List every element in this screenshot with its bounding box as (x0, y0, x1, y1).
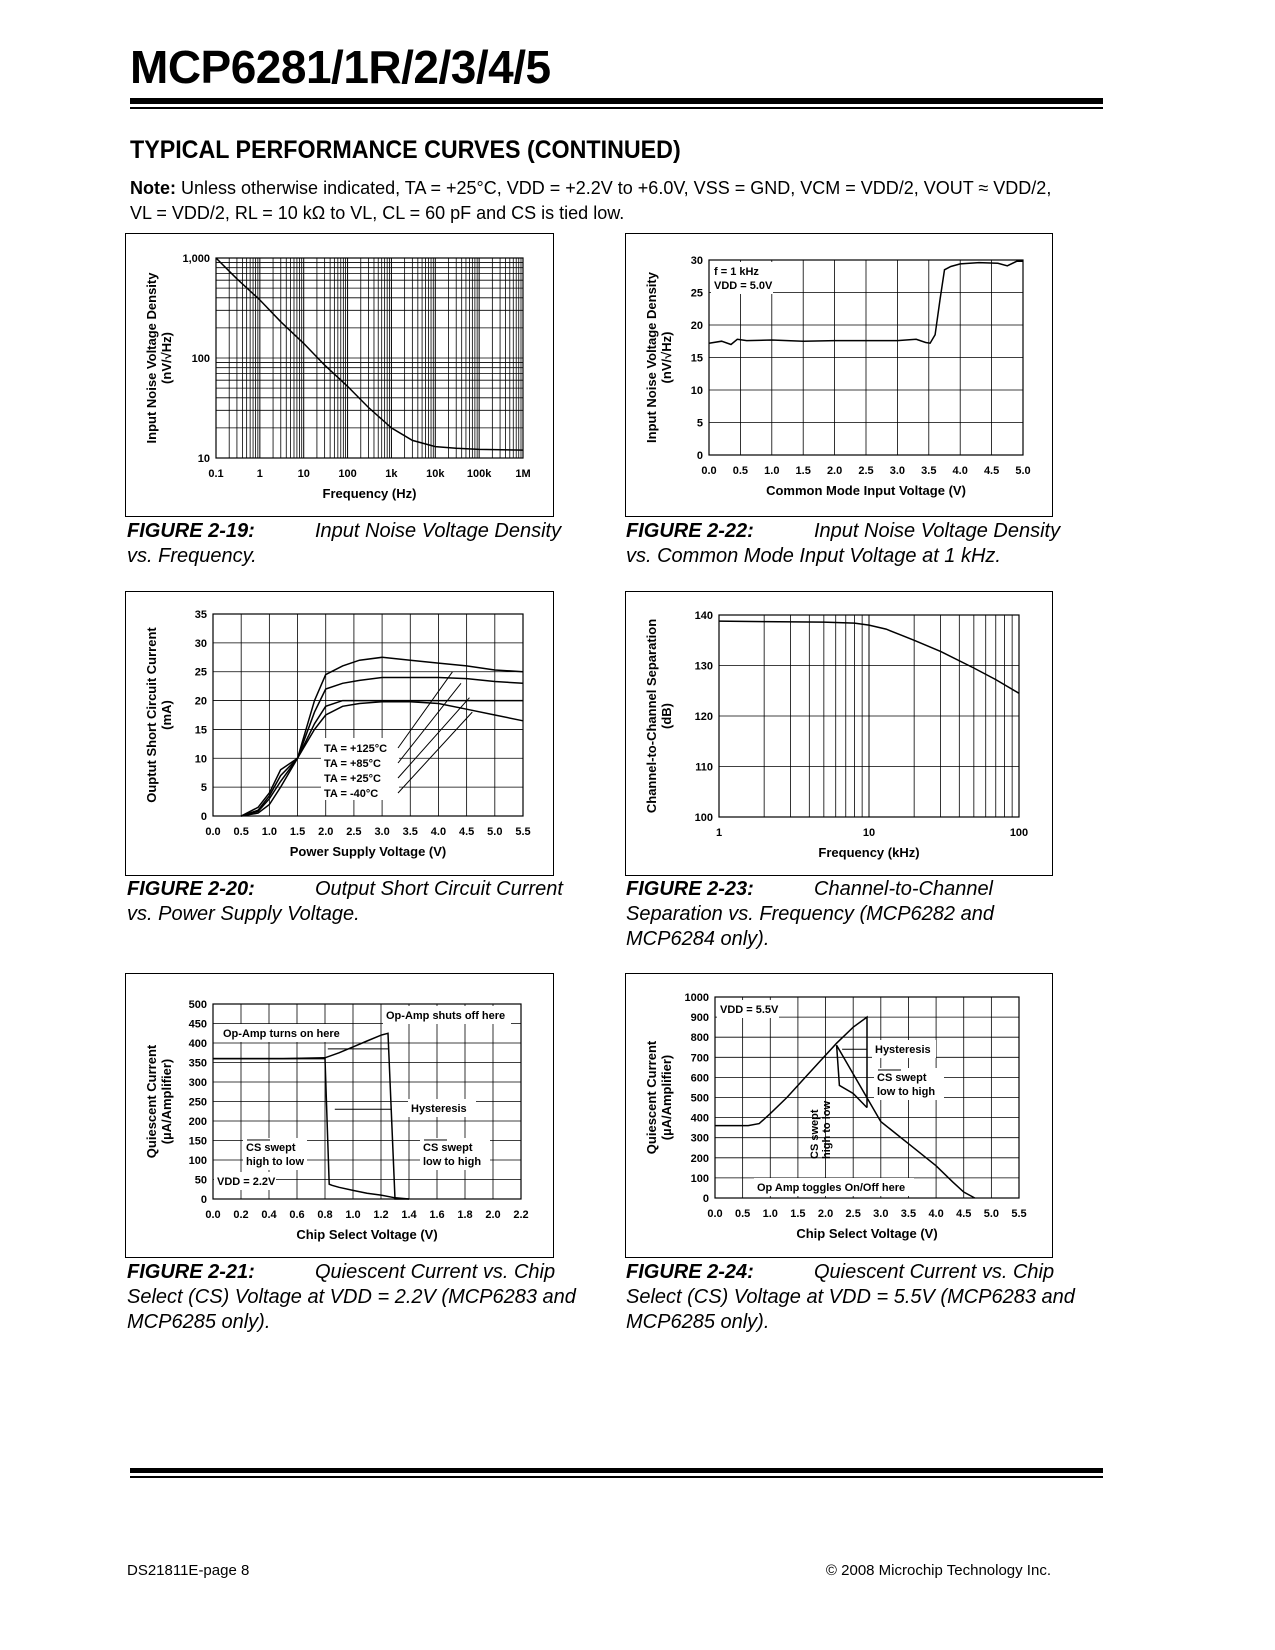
chart-annotation: Op-Amp shuts off here (386, 1010, 506, 1022)
figure-2-23-caption (626, 877, 1076, 952)
y-tick-label: 5 (696, 417, 703, 430)
chart-annotation: VDD = 5.5V (720, 1004, 779, 1016)
y-axis-label: Input Noise Voltage Density (644, 272, 659, 443)
y-tick-label: 100 (188, 1155, 207, 1167)
y-tick-label: 150 (188, 1135, 207, 1148)
chart-annotation: Hysteresis (875, 1044, 931, 1056)
footer-rule (130, 1468, 1103, 1473)
x-tick-label: 2.0 (817, 1208, 834, 1220)
legend-pointer (398, 683, 461, 763)
x-tick-label: 1.5 (795, 465, 811, 477)
x-tick-label: 100 (1009, 827, 1029, 839)
x-tick-label: 5.0 (983, 1208, 1000, 1220)
x-tick-label: 4.5 (956, 1208, 972, 1220)
y-tick-label: 20 (194, 695, 207, 708)
y-tick-label: 25 (690, 287, 703, 300)
x-tick-label: 3.5 (402, 826, 418, 838)
x-tick-label: 5.5 (515, 826, 531, 838)
figure-2-22-caption (626, 519, 1076, 569)
figure-2-20-chart (126, 592, 553, 875)
y-axis-label-units: (µA/Amplifier) (159, 1058, 174, 1145)
x-tick-label: 0.2 (233, 1209, 249, 1221)
legend-entry: TA = +25°C (324, 773, 381, 785)
x-tick-label: 3.5 (900, 1208, 917, 1220)
y-tick-label: 100 (191, 353, 210, 365)
figure-number: FIGURE 2-23: (626, 878, 754, 900)
y-axis-label-units: (dB) (659, 703, 674, 729)
figure-2-24-caption (626, 1260, 1076, 1335)
x-tick-label: 1 (256, 468, 263, 480)
x-tick-label: 0.6 (289, 1209, 305, 1221)
x-tick-label: 5.0 (1015, 465, 1031, 477)
figure-2-20-panel (125, 591, 554, 876)
x-axis-label: Frequency (Hz) (322, 486, 417, 501)
x-tick-label: 0.4 (261, 1209, 277, 1221)
y-tick-label: 200 (188, 1116, 207, 1128)
figure-2-22-chart (626, 234, 1052, 516)
legend-pointer (398, 698, 469, 778)
chart-annotation: Hysteresis (411, 1103, 467, 1115)
x-axis-label: Frequency (kHz) (818, 845, 920, 860)
y-axis-label-units: (µA/Amplifier) (659, 1054, 674, 1141)
figure-2-22-panel (625, 233, 1053, 517)
x-tick-label: 2.2 (513, 1209, 529, 1221)
y-tick-label: 400 (188, 1038, 207, 1050)
y-tick-label: 110 (695, 761, 713, 774)
x-tick-label: 1.2 (373, 1209, 389, 1221)
y-tick-label: 0 (696, 450, 703, 462)
chart-annotation: VDD = 5.0V (714, 280, 773, 292)
y-tick-label: 0 (702, 1193, 709, 1205)
x-tick-label: 3.0 (374, 826, 390, 838)
x-tick-label: 0.0 (701, 465, 717, 477)
y-tick-label: 50 (194, 1174, 207, 1187)
note-label: Note: (130, 178, 176, 198)
figure-2-21-panel (125, 973, 554, 1258)
figure-number: FIGURE 2-24: (626, 1261, 754, 1283)
legend-entry: TA = +85°C (324, 758, 381, 770)
chart-annotation: CS swept (877, 1072, 927, 1084)
figure-2-21-chart (126, 974, 553, 1257)
chart-annotation: Op Amp toggles On/Off here (757, 1182, 906, 1194)
figure-number: FIGURE 2-19: (127, 520, 255, 542)
note (130, 176, 1090, 226)
y-tick-label: 0 (200, 1194, 207, 1206)
chart-annotation: low to high (877, 1086, 936, 1098)
y-tick-label: 130 (694, 660, 713, 673)
figure-2-19-caption (127, 519, 577, 569)
x-tick-label: 0.5 (732, 465, 749, 477)
x-tick-label: 3.0 (889, 465, 906, 477)
x-tick-label: 10 (862, 827, 876, 839)
x-tick-label: 4.0 (952, 465, 968, 477)
x-tick-label: 1.0 (345, 1209, 361, 1221)
y-tick-label: 10 (194, 753, 207, 766)
x-tick-label: 5.5 (1011, 1208, 1027, 1220)
figure-caption-text: Quiescent Current vs. Chip Select (CS) Voltage at VDD = 5.5V (MCP6283 and MCP6285 only). (626, 1261, 1075, 1333)
y-tick-label: 900 (690, 1012, 709, 1025)
chart-annotation: high to low (246, 1156, 305, 1168)
y-axis-label-units: (nV/√Hz) (159, 332, 174, 384)
x-tick-label: 4.5 (458, 826, 475, 838)
header-rule (130, 98, 1103, 104)
y-tick-label: 600 (690, 1072, 709, 1085)
y-tick-label: 300 (690, 1132, 709, 1145)
x-tick-label: 2.0 (485, 1209, 501, 1221)
x-tick-label: 4.0 (928, 1208, 944, 1220)
x-tick-label: 2.0 (318, 826, 334, 838)
y-tick-label: 0 (200, 811, 207, 823)
y-tick-label: 30 (690, 255, 703, 267)
x-tick-label: 1.6 (429, 1209, 445, 1221)
x-axis-label: Common Mode Input Voltage (V) (766, 483, 966, 498)
chart-annotation: CS swept (246, 1142, 296, 1154)
x-tick-label: 0.1 (208, 468, 224, 480)
page-title: MCP6281/1R/2/3/4/5 (130, 41, 551, 93)
legend-pointer (398, 712, 472, 793)
y-tick-label: 25 (194, 666, 207, 679)
figure-number: FIGURE 2-22: (626, 520, 754, 542)
x-tick-label: 0.0 (205, 1209, 221, 1221)
x-tick-label: 1.4 (401, 1209, 417, 1221)
y-tick-label: 500 (690, 1092, 709, 1105)
y-tick-label: 300 (188, 1077, 207, 1089)
figure-2-19-panel (125, 233, 554, 517)
y-tick-label: 350 (188, 1057, 207, 1070)
y-tick-label: 400 (690, 1112, 709, 1125)
y-tick-label: 35 (194, 609, 207, 621)
y-axis-label: Ouptut Short Circuit Current (144, 627, 159, 803)
y-tick-label: 10 (690, 385, 703, 397)
x-tick-label: 1.8 (457, 1209, 473, 1221)
x-tick-label: 0.8 (317, 1209, 333, 1221)
figure-number: FIGURE 2-20: (127, 878, 255, 900)
x-tick-label: 0.0 (707, 1208, 723, 1220)
y-tick-label: 15 (194, 724, 207, 737)
x-tick-label: 0.5 (734, 1208, 751, 1220)
footer-left: DS21811E-page 8 (127, 1562, 250, 1579)
footer-rule-thin (130, 1476, 1103, 1478)
x-tick-label: 4.0 (430, 826, 447, 838)
chart-annotation: low to high (423, 1156, 482, 1168)
legend-entry: TA = +125°C (324, 743, 388, 755)
y-tick-label: 250 (188, 1096, 207, 1109)
y-tick-label: 140 (694, 610, 713, 622)
figure-caption-text: Channel-to-Channel Separation vs. Frequency (MCP6282 and MCP6284 only). (626, 878, 994, 950)
x-tick-label: 3.5 (921, 465, 937, 477)
y-tick-label: 100 (690, 1172, 709, 1185)
x-tick-label: 0.0 (205, 826, 221, 838)
x-tick-label: 4.5 (983, 465, 1000, 477)
y-tick-label: 5 (200, 782, 207, 795)
y-tick-label: 500 (188, 999, 207, 1011)
y-tick-label: 1,000 (182, 253, 210, 265)
x-tick-label: 2.5 (845, 1208, 861, 1220)
x-tick-label: 100 (338, 468, 357, 480)
y-axis-label-units: (nV/√Hz) (659, 331, 674, 384)
x-tick-label: 2.0 (826, 465, 843, 477)
figure-2-24-panel (625, 973, 1053, 1258)
figure-2-23-panel (625, 591, 1053, 876)
figure-caption-text: Quiescent Current vs. Chip Select (CS) Voltage at VDD = 2.2V (MCP6283 and MCP6285 only). (127, 1261, 576, 1333)
chart-annotation: CS swept (809, 1109, 821, 1159)
y-axis-label: Quiescent Current (644, 1040, 659, 1155)
chart-annotation: Op-Amp turns on here (223, 1028, 340, 1040)
x-tick-label: 1.0 (261, 826, 278, 838)
chart-annotation: VDD = 2.2V (217, 1176, 276, 1188)
figure-caption-text: Input Noise Voltage Density vs. Common Mode Input Voltage at 1 kHz. (626, 520, 1061, 567)
legend-pointer (398, 672, 453, 748)
figure-number: FIGURE 2-21: (127, 1261, 255, 1283)
y-axis-label: Quiescent Current (144, 1044, 159, 1159)
x-tick-label: 2.5 (858, 465, 874, 477)
x-tick-label: 0.5 (233, 826, 249, 838)
series-line (715, 1017, 867, 1126)
header-rule-thin (130, 107, 1103, 109)
chart-annotation: high to low (821, 1100, 833, 1159)
x-tick-label: 10k (426, 468, 445, 480)
y-tick-label: 30 (194, 637, 207, 650)
legend-entry: TA = -40°C (324, 788, 379, 800)
x-axis-label: Power Supply Voltage (V) (289, 844, 447, 859)
y-tick-label: 10 (197, 453, 210, 465)
y-axis-label: Channel-to-Channel Separation (644, 618, 659, 814)
footer-right: © 2008 Microchip Technology Inc. (825, 1562, 1051, 1579)
x-tick-label: 1M (515, 468, 531, 480)
y-tick-label: 700 (690, 1052, 709, 1065)
x-tick-label: 1 (715, 827, 723, 839)
y-tick-label: 200 (690, 1152, 709, 1165)
chart-annotation: CS swept (423, 1142, 473, 1154)
note-line-2: VL = VDD/2, RL = 10 kΩ to VL, CL = 60 pF and CS is tied low. (130, 203, 625, 223)
figure-2-20-caption (127, 877, 577, 927)
y-axis-label: Input Noise Voltage Density (144, 272, 159, 444)
y-tick-label: 100 (694, 812, 713, 824)
x-tick-label: 2.5 (346, 826, 362, 838)
y-tick-label: 15 (690, 352, 703, 365)
y-tick-label: 20 (690, 320, 703, 332)
y-tick-label: 120 (694, 711, 713, 723)
x-tick-label: 5.0 (487, 826, 503, 838)
y-tick-label: 800 (690, 1032, 709, 1045)
x-tick-label: 1.5 (289, 826, 306, 838)
section-title: TYPICAL PERFORMANCE CURVES (CONTINUED) (130, 136, 681, 164)
figure-2-23-chart (626, 592, 1052, 875)
note-line-1: Unless otherwise indicated, TA = +25°C, VDD = +2.2V to +6.0V, VSS = GND, VCM = VDD/2, VOUT ≈ VDD/2, (181, 178, 1052, 198)
figure-2-19-chart (126, 234, 553, 516)
x-tick-label: 1.0 (764, 465, 780, 477)
x-tick-label: 1.0 (762, 1208, 778, 1220)
x-tick-label: 10 (297, 468, 310, 480)
chart-annotation: f = 1 kHz (714, 266, 759, 278)
x-tick-label: 1.5 (790, 1208, 806, 1220)
y-tick-label: 1000 (684, 992, 709, 1004)
x-tick-label: 3.0 (873, 1208, 889, 1220)
x-axis-label: Chip Select Voltage (V) (796, 1226, 938, 1241)
figure-2-24-chart (626, 974, 1052, 1257)
figure-caption-text: Output Short Circuit Current vs. Power Supply Voltage. (127, 878, 563, 925)
figure-2-21-caption (127, 1260, 577, 1335)
y-tick-label: 450 (188, 1018, 207, 1031)
x-axis-label: Chip Select Voltage (V) (296, 1227, 438, 1242)
x-tick-label: 100k (466, 468, 492, 480)
y-axis-label-units: (mA) (159, 700, 174, 730)
x-tick-label: 1k (385, 468, 398, 480)
figure-caption-text: Input Noise Voltage Density vs. Frequency. (127, 520, 562, 567)
